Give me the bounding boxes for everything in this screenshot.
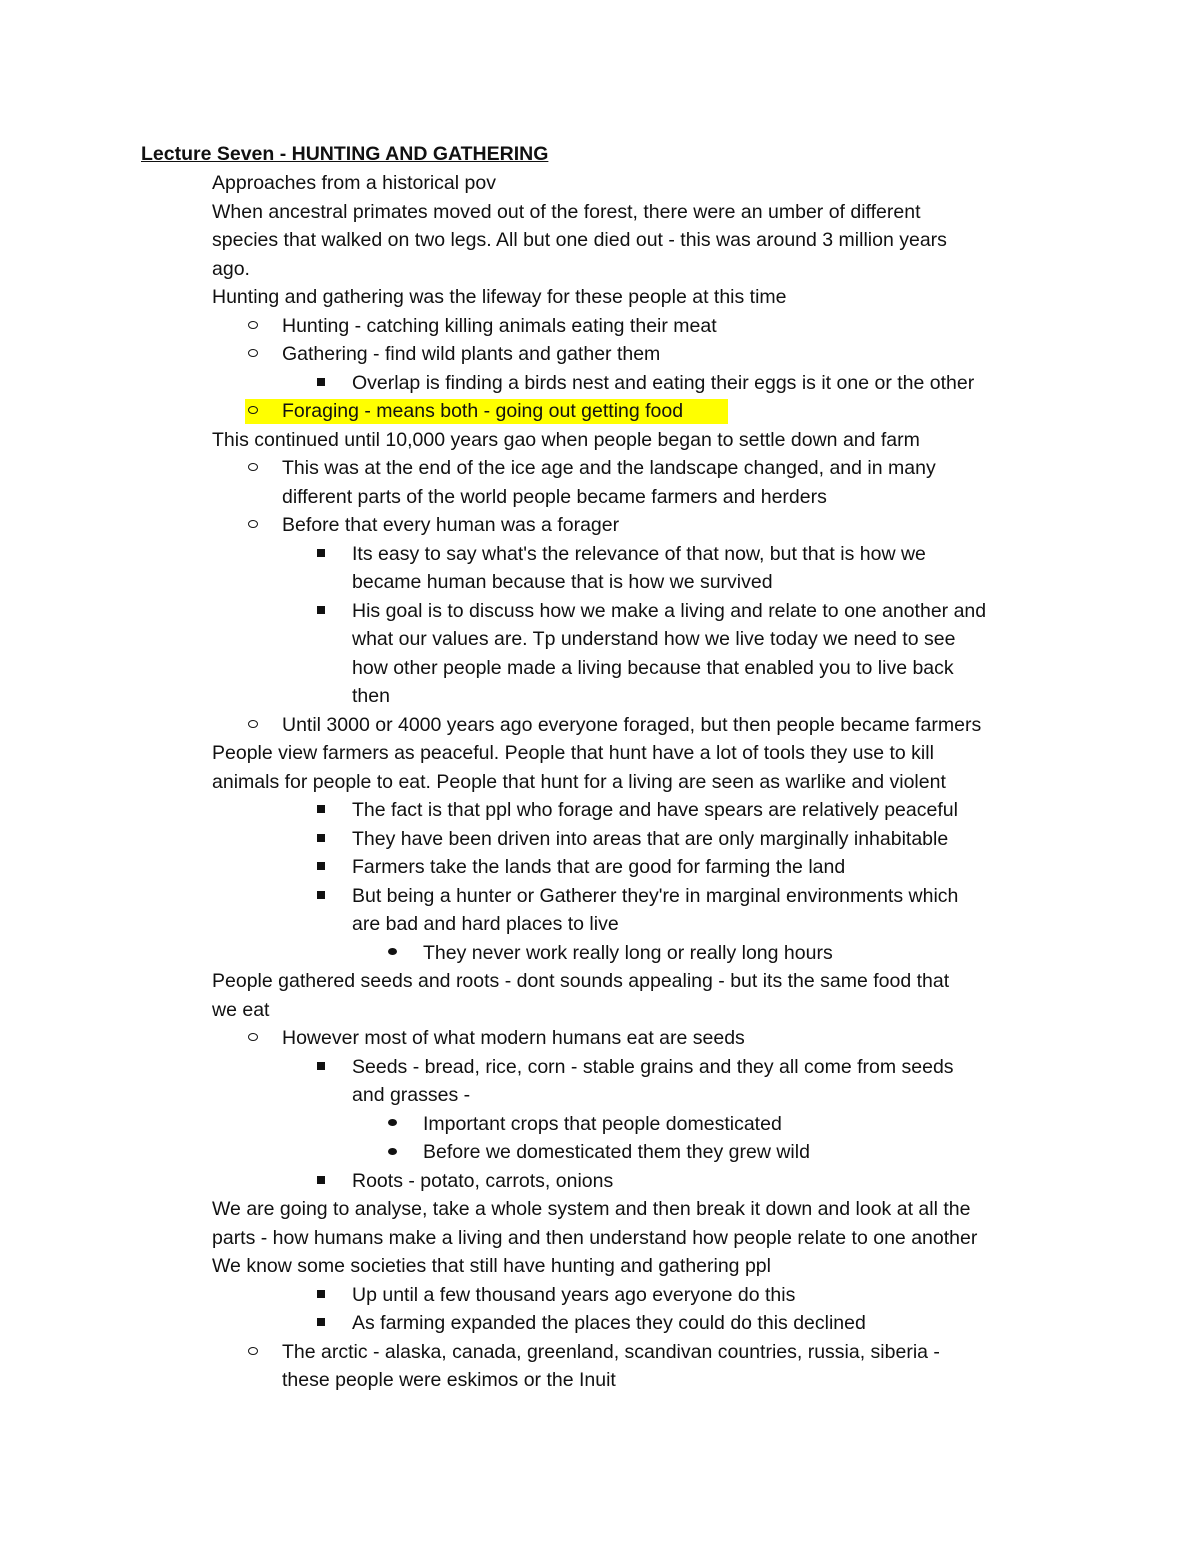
line-text: Before we domesticated them they grew wild: [423, 1141, 810, 1163]
text-line: [0, 654, 1200, 683]
square-bullet-icon: [317, 891, 325, 899]
hollow-circle-bullet-icon: [248, 1033, 258, 1041]
square-bullet-icon: [317, 1290, 325, 1298]
square-bullet-icon: [317, 378, 325, 386]
line-text: As farming expanded the places they could do this declined: [352, 1312, 866, 1334]
line-text: We are going to analyse, take a whole system and then break it down and look at all the: [212, 1198, 971, 1220]
filled-dot-bullet-icon: [388, 948, 397, 955]
line-text: species that walked on two legs. All but one died out - this was around 3 million years: [212, 229, 947, 251]
text-line: [0, 967, 1200, 996]
square-bullet-icon: [317, 1318, 325, 1326]
bullet-line: [0, 340, 1200, 369]
bullet-line: [0, 1167, 1200, 1196]
line-text: However most of what modern humans eat are seeds: [282, 1027, 745, 1049]
hollow-circle-bullet-icon: [248, 520, 258, 528]
bullet-line: [0, 1053, 1200, 1082]
line-text: animals for people to eat. People that hunt for a living are seen as warlike and violent: [212, 770, 946, 793]
line-text: People view farmers as peaceful. People that hunt have a lot of tools they use to kill: [212, 742, 934, 764]
bullet-line: [0, 397, 1200, 426]
bullet-line: [0, 369, 1200, 398]
filled-dot-bullet-icon: [388, 1119, 397, 1126]
text-line: [0, 226, 1200, 255]
line-text: When ancestral primates moved out of the forest, there were an umber of different: [212, 200, 921, 223]
text-line: [0, 1195, 1200, 1224]
notes-body: [0, 169, 1200, 1395]
line-text: His goal is to discuss how we make a living and relate to one another and: [352, 599, 987, 622]
hollow-circle-bullet-icon: [248, 463, 258, 471]
hollow-circle-bullet-icon: [248, 321, 258, 329]
line-text: different parts of the world people became farmers and herders: [282, 485, 827, 508]
line-text: then: [352, 685, 390, 707]
line-text: Before that every human was a forager: [282, 514, 620, 536]
bullet-line: [0, 882, 1200, 911]
text-line: [0, 169, 1200, 198]
text-line: [0, 996, 1200, 1025]
square-bullet-icon: [317, 1176, 325, 1184]
line-text: They never work really long or really long hours: [423, 941, 833, 964]
hollow-circle-bullet-icon: [248, 349, 258, 357]
hollow-circle-bullet-icon: [248, 406, 258, 414]
line-text: The arctic - alaska, canada, greenland, scandivan countries, russia, siberia -: [282, 1340, 940, 1363]
line-text: Until 3000 or 4000 years ago everyone foraged, but then people became farmers: [282, 713, 982, 736]
bullet-line: [0, 796, 1200, 825]
line-text: But being a hunter or Gatherer they're in marginal environments which: [352, 884, 959, 907]
text-line: [0, 1081, 1200, 1110]
bullet-line: [0, 1281, 1200, 1310]
line-text: Foraging - means both - going out getting food: [282, 400, 684, 422]
text-line: [0, 910, 1200, 939]
square-bullet-icon: [317, 834, 325, 842]
line-text: The fact is that ppl who forage and have spears are relatively peaceful: [352, 799, 958, 821]
line-text: these people were eskimos or the Inuit: [282, 1369, 616, 1391]
text-line: [0, 1252, 1200, 1281]
line-text: We know some societies that still have hunting and gathering ppl: [212, 1255, 771, 1277]
line-text: Its easy to say what's the relevance of that now, but that is how we: [352, 542, 926, 565]
text-line: [0, 283, 1200, 312]
text-line: [0, 625, 1200, 654]
line-text: Hunting and gathering was the lifeway for these people at this time: [212, 286, 787, 308]
text-line: [0, 255, 1200, 284]
bullet-line: [0, 825, 1200, 854]
lecture-title: Lecture Seven - HUNTING AND GATHERING: [141, 143, 549, 165]
bullet-line: [0, 711, 1200, 740]
bullet-line: [0, 511, 1200, 540]
hollow-circle-bullet-icon: [248, 1347, 258, 1355]
text-line: [0, 198, 1200, 227]
line-text: we eat: [212, 998, 270, 1021]
line-text: ago.: [212, 257, 250, 280]
text-line: [0, 568, 1200, 597]
text-line: [0, 739, 1200, 768]
bullet-line: [0, 1309, 1200, 1338]
square-bullet-icon: [317, 549, 325, 557]
bullet-line: [0, 1110, 1200, 1139]
square-bullet-icon: [317, 1062, 325, 1070]
hollow-circle-bullet-icon: [248, 720, 258, 728]
line-text: Gathering - find wild plants and gather them: [282, 343, 661, 365]
line-text: what our values are. Tp understand how we live today we need to see: [352, 628, 956, 650]
bullet-line: [0, 1338, 1200, 1367]
square-bullet-icon: [317, 862, 325, 870]
line-text: Roots - potato, carrots, onions: [352, 1169, 614, 1192]
bullet-line: [0, 454, 1200, 483]
text-line: [0, 768, 1200, 797]
line-text: Seeds - bread, rice, corn - stable grains and they all come from seeds: [352, 1055, 954, 1078]
line-text: became human because that is how we survived: [352, 571, 773, 593]
text-line: [0, 426, 1200, 455]
line-text: Overlap is finding a birds nest and eating their eggs is it one or the other: [352, 371, 975, 394]
text-line: [0, 1366, 1200, 1395]
line-text: Up until a few thousand years ago everyone do this: [352, 1283, 796, 1306]
line-text: This was at the end of the ice age and the landscape changed, and in many: [282, 457, 936, 479]
bullet-line: [0, 597, 1200, 626]
text-line: [0, 1224, 1200, 1253]
line-text: Hunting - catching killing animals eating their meat: [282, 314, 717, 337]
bullet-line: [0, 939, 1200, 968]
bullet-line: [0, 312, 1200, 341]
bullet-line: [0, 1138, 1200, 1167]
text-line: [0, 682, 1200, 711]
bullet-line: [0, 853, 1200, 882]
line-text: People gathered seeds and roots - dont sounds appealing - but its the same food that: [212, 970, 950, 992]
filled-dot-bullet-icon: [388, 1148, 397, 1155]
line-text: are bad and hard places to live: [352, 913, 619, 935]
line-text: parts - how humans make a living and then understand how people relate to one another: [212, 1226, 978, 1249]
line-text: Approaches from a historical pov: [212, 172, 496, 194]
line-text: how other people made a living because that enabled you to live back: [352, 656, 954, 679]
line-text: This continued until 10,000 years gao when people began to settle down and farm: [212, 428, 920, 451]
line-text: and grasses -: [352, 1084, 471, 1106]
square-bullet-icon: [317, 805, 325, 813]
text-line: [0, 483, 1200, 512]
square-bullet-icon: [317, 606, 325, 614]
bullet-line: [0, 540, 1200, 569]
line-text: Farmers take the lands that are good for farming the land: [352, 856, 846, 878]
line-text: Important crops that people domesticated: [423, 1112, 782, 1135]
line-text: They have been driven into areas that are only marginally inhabitable: [352, 827, 949, 850]
bullet-line: [0, 1024, 1200, 1053]
